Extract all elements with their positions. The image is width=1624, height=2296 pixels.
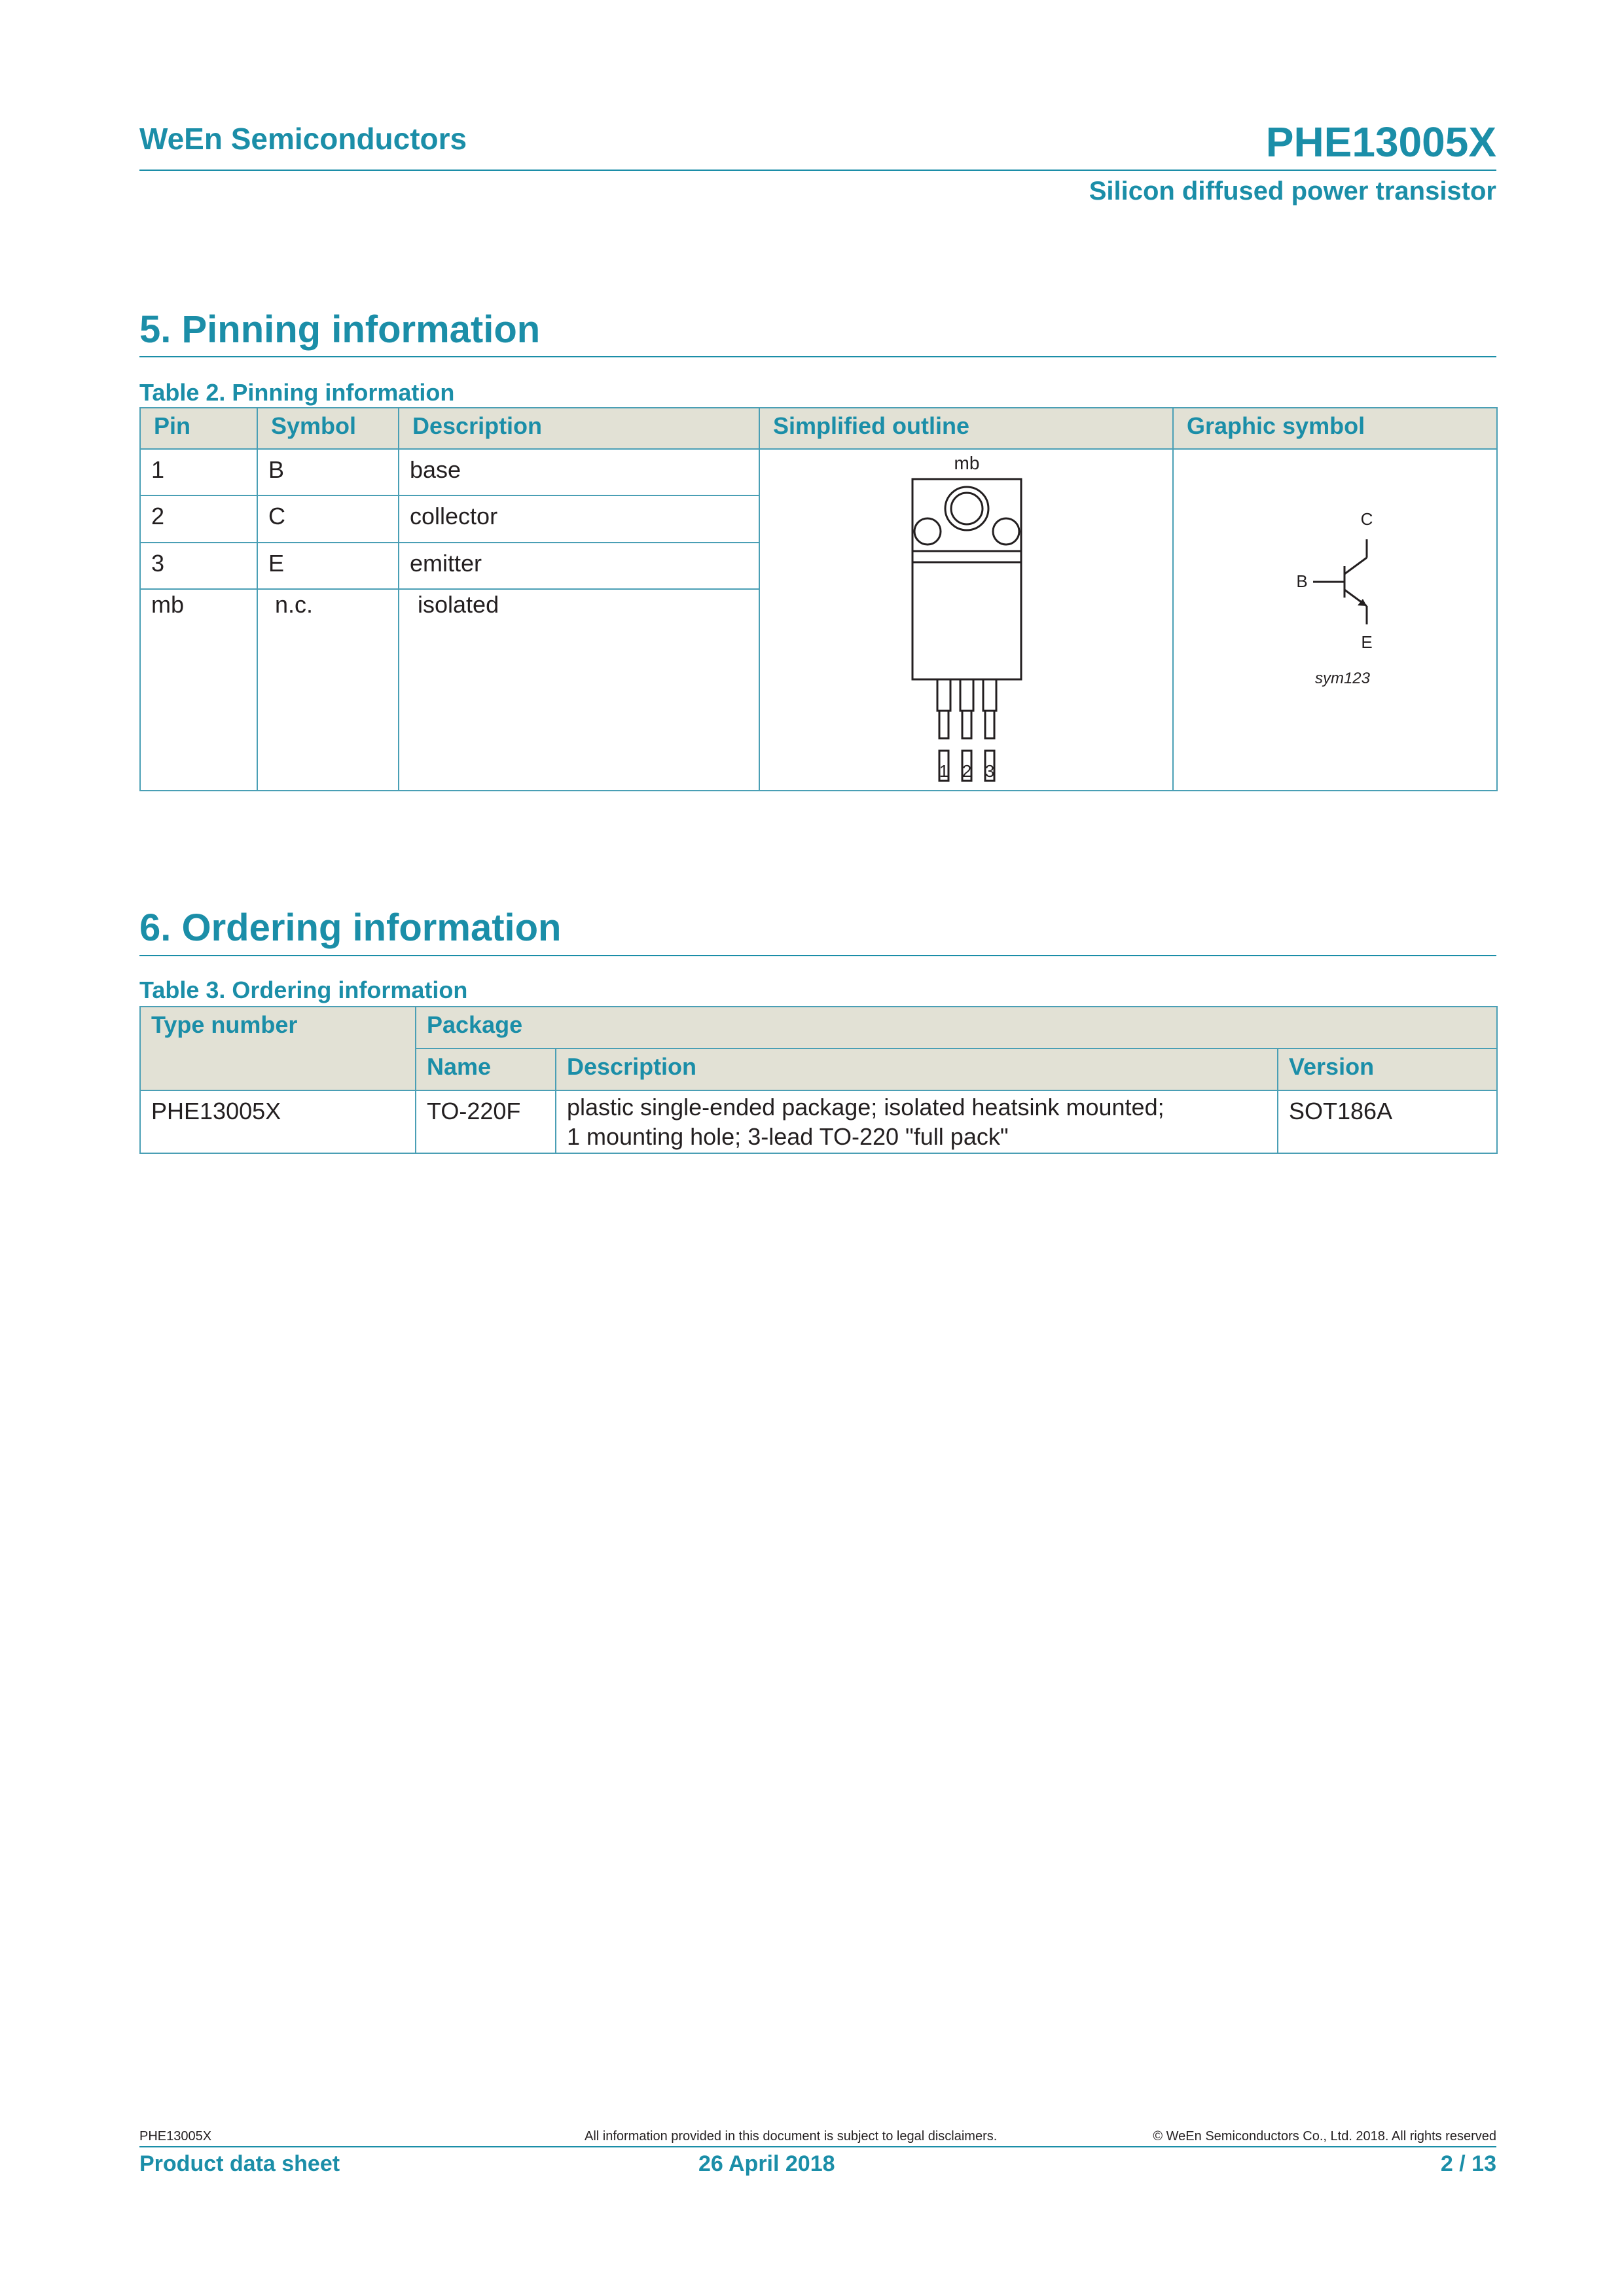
col-header-type-number: Type number (140, 1007, 416, 1090)
symbol-reference: sym123 (1314, 670, 1371, 687)
pin-cell: 1 (140, 449, 257, 495)
ordering-table (139, 1006, 1498, 1154)
col-header-symbol: Symbol (257, 408, 399, 449)
description-line-1: plastic single-ended package; isolated heatsink mounted; (567, 1094, 1164, 1121)
mounting-hole-inner (951, 493, 983, 524)
footer-date: 26 April 2018 (698, 2151, 835, 2176)
symbol-cell: n.c. (257, 589, 399, 791)
description-cell: isolated (399, 589, 759, 791)
package-name-cell: TO-220F (416, 1090, 556, 1153)
package-description-cell (556, 1090, 1278, 1153)
symbol-cell: C (257, 495, 399, 542)
col-header-outline: Simplified outline (759, 408, 1173, 449)
description-line-2: 1 mounting hole; 3-lead TO-220 "full pack" (567, 1123, 1009, 1150)
version-cell: SOT186A (1278, 1090, 1497, 1153)
ejector-mark-left (914, 518, 941, 545)
table-caption-pinning: Table 2. Pinning information (139, 379, 455, 406)
pin-1-label: 1 (939, 761, 949, 781)
description-cell: emitter (399, 543, 759, 589)
package-body-outline (912, 479, 1021, 679)
part-number: PHE13005X (1265, 118, 1496, 166)
pin-2-label: 2 (962, 761, 972, 781)
product-subtitle: Silicon diffused power transistor (1089, 177, 1496, 206)
col-header-description: Description (556, 1049, 1278, 1090)
pinning-table (139, 407, 1498, 791)
base-label: B (1296, 571, 1308, 591)
mb-label: mb (954, 453, 980, 473)
pin-cell: mb (140, 589, 257, 791)
table-row (140, 449, 1497, 495)
header-divider (139, 170, 1496, 171)
pin-cell: 3 (140, 543, 257, 589)
type-number-cell: PHE13005X (140, 1090, 416, 1153)
npn-transistor-symbol (1174, 450, 1498, 790)
footer-page-number: 2 / 13 (1440, 2151, 1496, 2176)
section-heading-ordering: 6. Ordering information (139, 906, 562, 949)
footer-divider (139, 2146, 1496, 2147)
section-divider (139, 356, 1496, 357)
to220f-outline-drawing (760, 450, 1174, 790)
col-header-name: Name (416, 1049, 556, 1090)
section-heading-pinning: 5. Pinning information (139, 308, 541, 351)
symbol-cell: E (257, 543, 399, 589)
symbol-cell: B (257, 449, 399, 495)
footer-doc-id: PHE13005X (139, 2129, 212, 2144)
graphic-symbol-cell (1173, 449, 1497, 791)
pin-cell: 2 (140, 495, 257, 542)
description-cell: collector (399, 495, 759, 542)
section-divider (139, 955, 1496, 956)
table-row (140, 1090, 1497, 1153)
footer-copyright: © WeEn Semiconductors Co., Ltd. 2018. All rights reserved (1153, 2129, 1496, 2144)
footer-disclaimer: All information provided in this document is subject to legal disclaimers. (585, 2129, 998, 2144)
col-header-description: Description (399, 408, 759, 449)
company-name: WeEn Semiconductors (139, 122, 467, 156)
col-header-symbol-graphic: Graphic symbol (1173, 408, 1497, 449)
ejector-mark-right (993, 518, 1019, 545)
table-caption-ordering: Table 3. Ordering information (139, 977, 468, 1003)
col-header-package: Package (416, 1007, 1497, 1049)
transistor-lines (1313, 539, 1367, 624)
col-header-pin: Pin (140, 408, 257, 449)
col-header-version: Version (1278, 1049, 1497, 1090)
pin-3-label: 3 (984, 761, 995, 781)
collector-label: C (1360, 509, 1373, 529)
emitter-label: E (1361, 632, 1373, 652)
footer-doc-type: Product data sheet (139, 2151, 340, 2176)
outline-cell (759, 449, 1173, 791)
description-cell: base (399, 449, 759, 495)
